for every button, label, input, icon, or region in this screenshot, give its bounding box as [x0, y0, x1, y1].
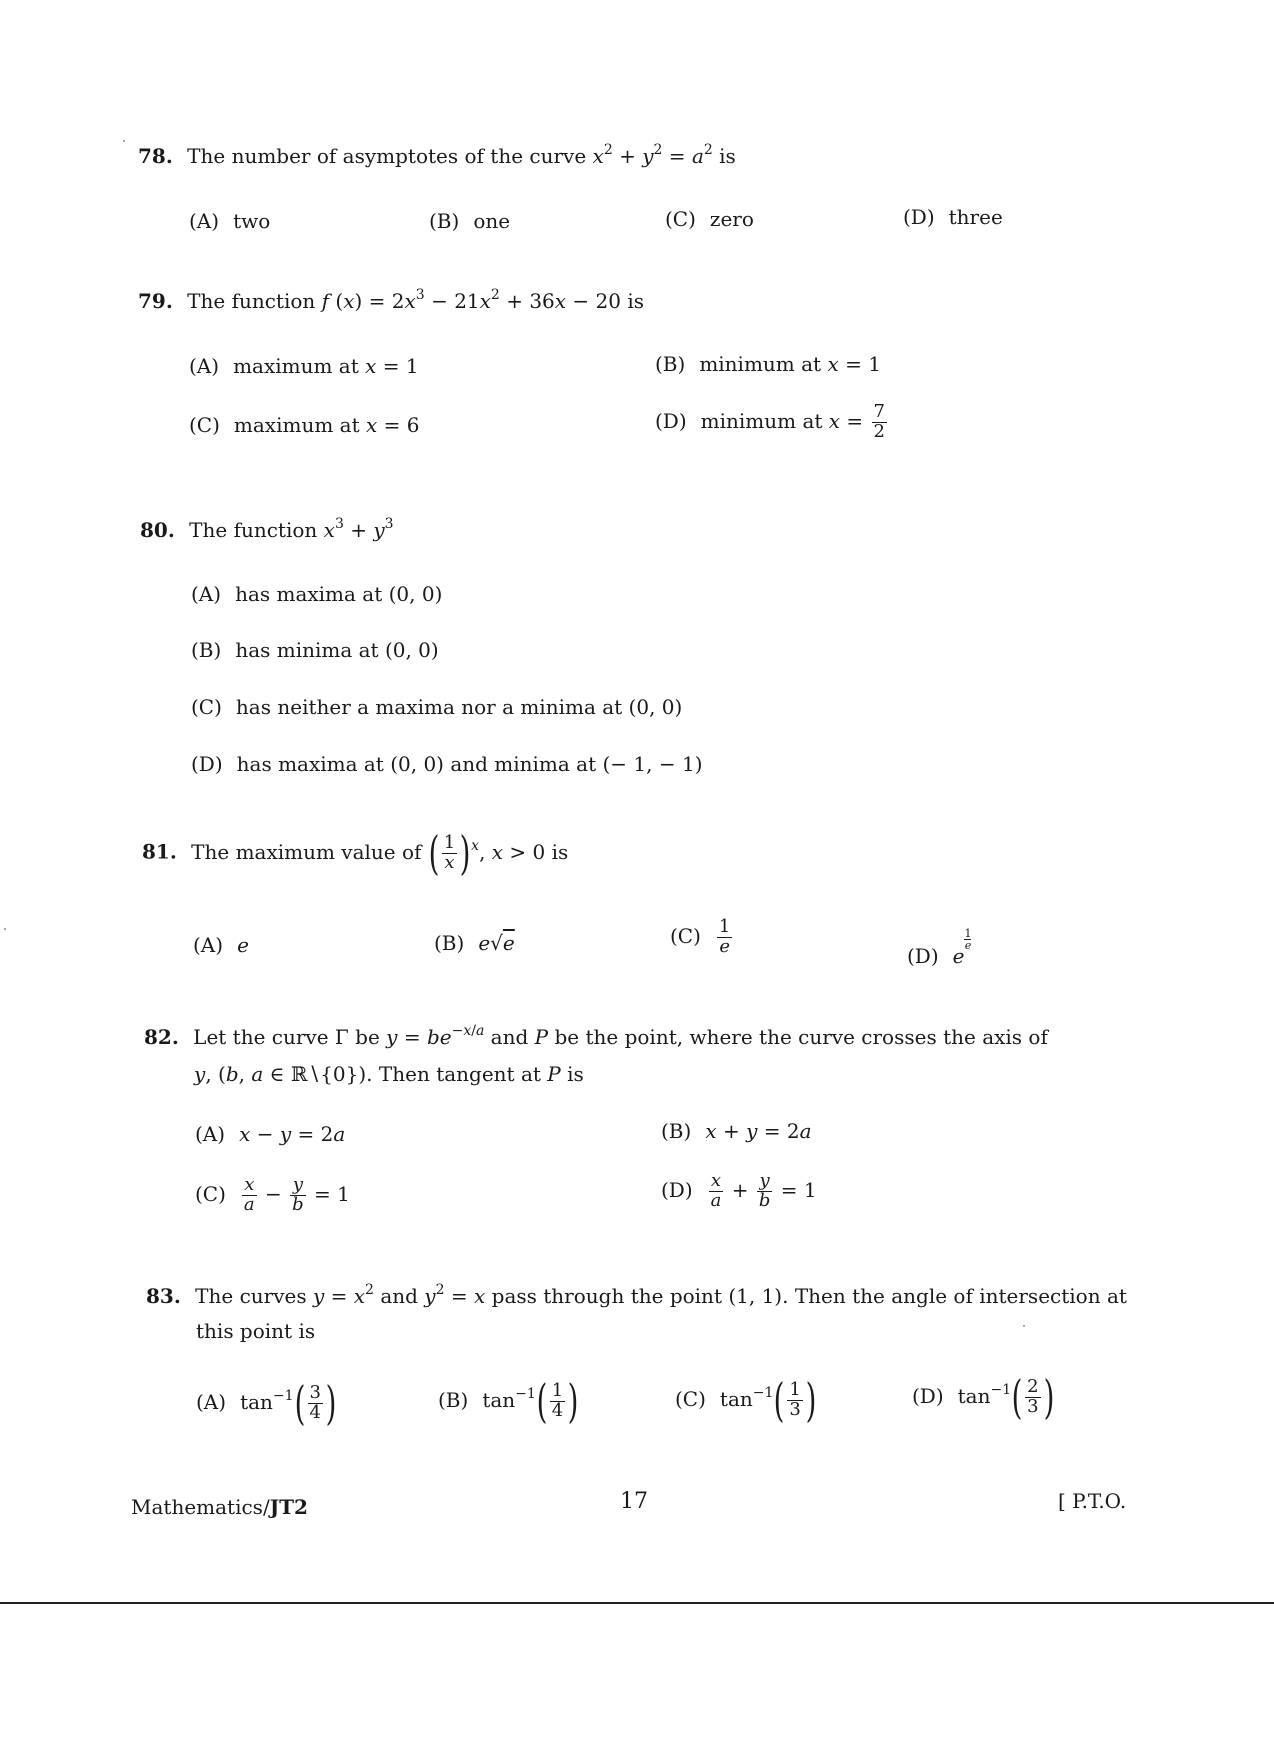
equation: ( $\frac{1}{x}$ )$^x$, x > 0: [428, 826, 546, 880]
option-83-a: (A) $\tan^{-1}$( $\frac{3}{4}$ ): [196, 1376, 337, 1430]
question-83: [146, 1284, 1127, 1308]
option-78-a: (A) two: [189, 209, 271, 233]
question-stem: The function $x^3 + y^3$: [189, 516, 394, 542]
option-82-c: (C) $\frac{x}{a}$ − $\frac{y}{b}$ = 1: [195, 1174, 350, 1215]
option-82-d: (D) $\frac{x}{a}$ + $\frac{y}{b}$ = 1: [661, 1170, 817, 1211]
question-82: [144, 1025, 1048, 1049]
question-stem-line-1: Let the curve Γ be $y = be^{-x/a}$ and P be the point, where the curve crosses the axis of: [193, 1023, 1048, 1049]
question-stem: The maximum value of ( $\frac{1}{x}$ )$^x$, x > 0 is: [191, 826, 569, 880]
option-83-d: (D) $\tan^{-1}$( $\frac{2}{3}$ ): [912, 1370, 1054, 1424]
equation: f $(x) = 2x^3 - 21x^2 + 36x - 20$: [321, 287, 621, 313]
equation: $y = be^{-x/a}$: [386, 1023, 485, 1049]
equation: $\frac{x}{a}$ − $\frac{y}{b}$ = 1: [243, 1174, 350, 1215]
equation: x + y = 2a: [705, 1119, 812, 1143]
question-82-line-2: y, (b, a ∈ ℝ∖{0}). Then tangent at P is: [194, 1062, 584, 1086]
scan-speck: [4, 928, 6, 930]
option-83-b: (B) $\tan^{-1}$( $\frac{1}{4}$ ): [438, 1374, 579, 1428]
option-79-a: (A) maximum at x = 1: [189, 354, 419, 378]
option-80-d: (D) has maxima at (0, 0) and minima at (− 1, − 1): [191, 752, 703, 776]
bottom-rule: [0, 1602, 1274, 1604]
question-stem-line-1: The curves $y = x^2$ and $y^2 = x$ pass through the point (1, 1). Then the angle of intersection at: [195, 1282, 1127, 1308]
equation: x − y = 2a: [239, 1122, 346, 1146]
equation: $y^2 = x$: [424, 1282, 486, 1308]
footer-subject: Mathematics/JT2: [131, 1495, 308, 1519]
option-79-c: (C) maximum at x = 6: [189, 413, 420, 437]
option-81-d: (D) e $\frac{1}{e}$: [907, 927, 972, 968]
question-number: 82.: [144, 1025, 179, 1049]
option-80-a: (A) has maxima at (0, 0): [191, 582, 443, 606]
equation: $\frac{1}{e}$: [718, 916, 731, 957]
equation: $\frac{x}{a}$ + $\frac{y}{b}$ = 1: [710, 1170, 817, 1211]
equation: x = 6: [365, 413, 420, 437]
equation: x = 1: [365, 354, 419, 378]
equation: $x^2 + y^2 = a^2$: [592, 142, 713, 168]
option-81-c: (C) $\frac{1}{e}$: [670, 918, 734, 957]
equation: $y = x^2$: [312, 1282, 374, 1308]
equation: $\tan^{-1}$( $\frac{2}{3}$ ): [957, 1370, 1054, 1424]
equation: e $\frac{1}{e}$: [952, 927, 972, 968]
equation: $\tan^{-1}$( $\frac{1}{4}$ ): [482, 1374, 579, 1428]
equation: x = 1: [827, 352, 881, 376]
option-79-b: (B) minimum at x = 1: [655, 352, 881, 376]
question-81: [142, 826, 569, 880]
option-79-d: (D) minimum at x = $\frac{7}{2}$: [655, 403, 889, 442]
option-81-b: (B) e√e: [434, 931, 515, 955]
question-stem: The function f $(x) = 2x^3 - 21x^2 + 36x - 20$ is: [187, 287, 644, 313]
option-81-a: (A) e: [193, 933, 249, 957]
option-80-c: (C) has neither a maxima nor a minima at (0, 0): [191, 695, 683, 719]
option-82-b: (B) x + y = 2a: [661, 1119, 812, 1143]
option-78-c: (C) zero: [665, 207, 754, 231]
equation: y, (b, a ∈ ℝ∖{0}: [194, 1062, 359, 1086]
option-80-b: (B) has minima at (0, 0): [191, 638, 439, 662]
question-80: [140, 518, 394, 542]
question-stem: The number of asymptotes of the curve $x^2 + y^2 = a^2$ is: [187, 142, 736, 168]
scan-speck: [123, 140, 125, 142]
question-79: [138, 289, 644, 313]
scan-speck: [1023, 1325, 1025, 1327]
option-78-b: (B) one: [429, 209, 511, 233]
page-number: 17: [620, 1489, 648, 1514]
equation: $\tan^{-1}$( $\frac{1}{3}$ ): [719, 1373, 817, 1427]
pto-note: [ P.T.O.: [1058, 1489, 1127, 1513]
option-83-c: (C) $\tan^{-1}$( $\frac{1}{3}$ ): [675, 1373, 817, 1427]
question-83-line-2: this point is: [196, 1319, 316, 1343]
option-78-d: (D) three: [903, 205, 1003, 229]
equation: $\tan^{-1}$( $\frac{3}{4}$ ): [240, 1376, 337, 1430]
question-number: 78.: [138, 144, 173, 168]
equation: x = $\frac{7}{2}$: [828, 401, 885, 442]
question-number: 81.: [142, 839, 177, 864]
question-number: 79.: [138, 289, 173, 313]
equation: $x^3 + y^3$: [323, 516, 394, 542]
question-number: 83.: [146, 1284, 181, 1308]
question-number: 80.: [140, 518, 175, 542]
option-82-a: (A) x − y = 2a: [195, 1122, 346, 1146]
equation: e: [237, 933, 249, 957]
question-78: [138, 144, 736, 168]
equation: e√e: [478, 931, 515, 955]
